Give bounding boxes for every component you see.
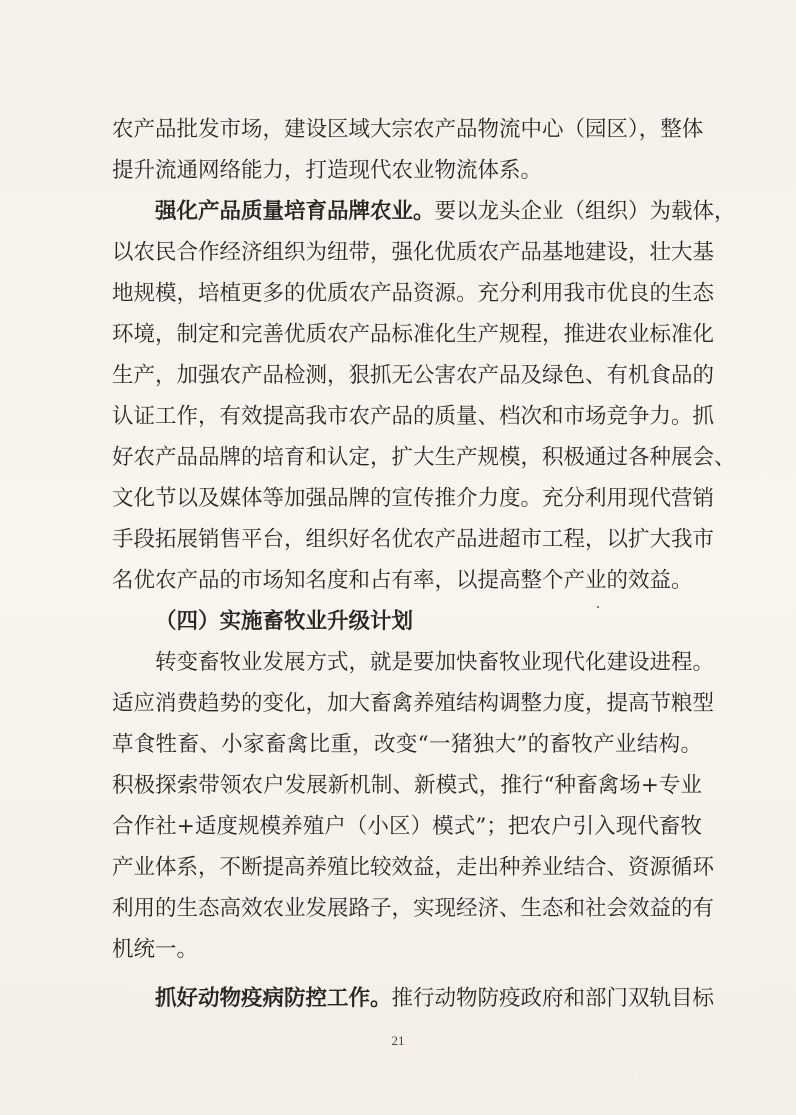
section-heading: （四）实施畜牧业升级计划	[155, 609, 414, 634]
paragraph-2-line-3: 地规模，培植更多的优质农产品资源。充分利用我市优良的生态	[112, 281, 715, 306]
paragraph-2-line-7: 好农产品品牌的培育和认定，扩大生产规模，积极通过各种展会、	[112, 445, 736, 470]
paragraph-2-line-10: 名优农产品的市场知名度和占有率，以提高整个产业的效益。	[112, 568, 693, 593]
page-number: 21	[391, 1033, 405, 1048]
paragraph-2-line-4: 环境，制定和完善优质农产品标准化生产规程，推进农业标准化	[112, 322, 715, 347]
paragraph-3-line-2: 适应消费趋势的变化，加大畜禽养殖结构调整力度，提高节粮型	[112, 691, 715, 716]
paragraph-2-line-8: 文化节以及媒体等加强品牌的宣传推介力度。充分利用现代营销	[112, 486, 715, 511]
paragraph-2-line-6: 认证工作，有效提高我市农产品的质量、档次和市场竞争力。抓	[112, 404, 715, 429]
paragraph-2-line-1	[155, 194, 736, 230]
paragraph-2-line-5: 生产，加强农产品检测，狠抓无公害农产品及绿色、有机食品的	[112, 363, 715, 388]
paragraph-1-line-2: 提升流通网络能力，打造现代农业物流体系。	[112, 158, 543, 183]
paragraph-3-line-8: 机统一。	[112, 937, 199, 962]
scan-speck	[597, 606, 599, 608]
paragraph-2-bold-lead: 强化产品质量培育品牌农业。	[155, 199, 435, 224]
paragraph-3-line-7: 利用的生态高效农业发展路子，实现经济、生态和社会效益的有	[112, 896, 715, 921]
paragraph-2-line-9: 手段拓展销售平台，组织好名优农产品进超市工程，以扩大我市	[112, 527, 715, 552]
paragraph-4-line-1-rest: 推行动物防疫政府和部门双轨目标	[391, 986, 715, 1011]
paragraph-3-line-3: 草食牲畜、小家畜禽比重，改变“一猪独大”的畜牧产业结构。	[112, 732, 702, 757]
paragraph-3-line-6: 产业体系，不断提高养殖比较效益，走出种养业结合、资源循环	[112, 855, 715, 880]
paragraph-4-line-1	[155, 981, 715, 1017]
paragraph-4-bold-lead: 抓好动物疫病防控工作。	[155, 986, 392, 1011]
paragraph-2-line-1-rest: 要以龙头企业（组织）为载体，	[434, 199, 736, 224]
paragraph-3-line-1: 转变畜牧业发展方式，就是要加快畜牧业现代化建设进程。	[155, 650, 715, 675]
paragraph-3-line-5: 合作社+适度规模养殖户（小区）模式”；把农户引入现代畜牧	[112, 814, 702, 839]
paragraph-3-line-4: 积极探索带领农户发展新机制、新模式，推行“种畜禽场+专业	[112, 773, 702, 798]
paragraph-1-line-1: 农产品批发市场，建设区域大宗农产品物流中心（园区），整体	[112, 117, 704, 142]
paragraph-2-line-2: 以农民合作经济组织为纽带，强化优质农产品基地建设，壮大基	[112, 240, 715, 265]
